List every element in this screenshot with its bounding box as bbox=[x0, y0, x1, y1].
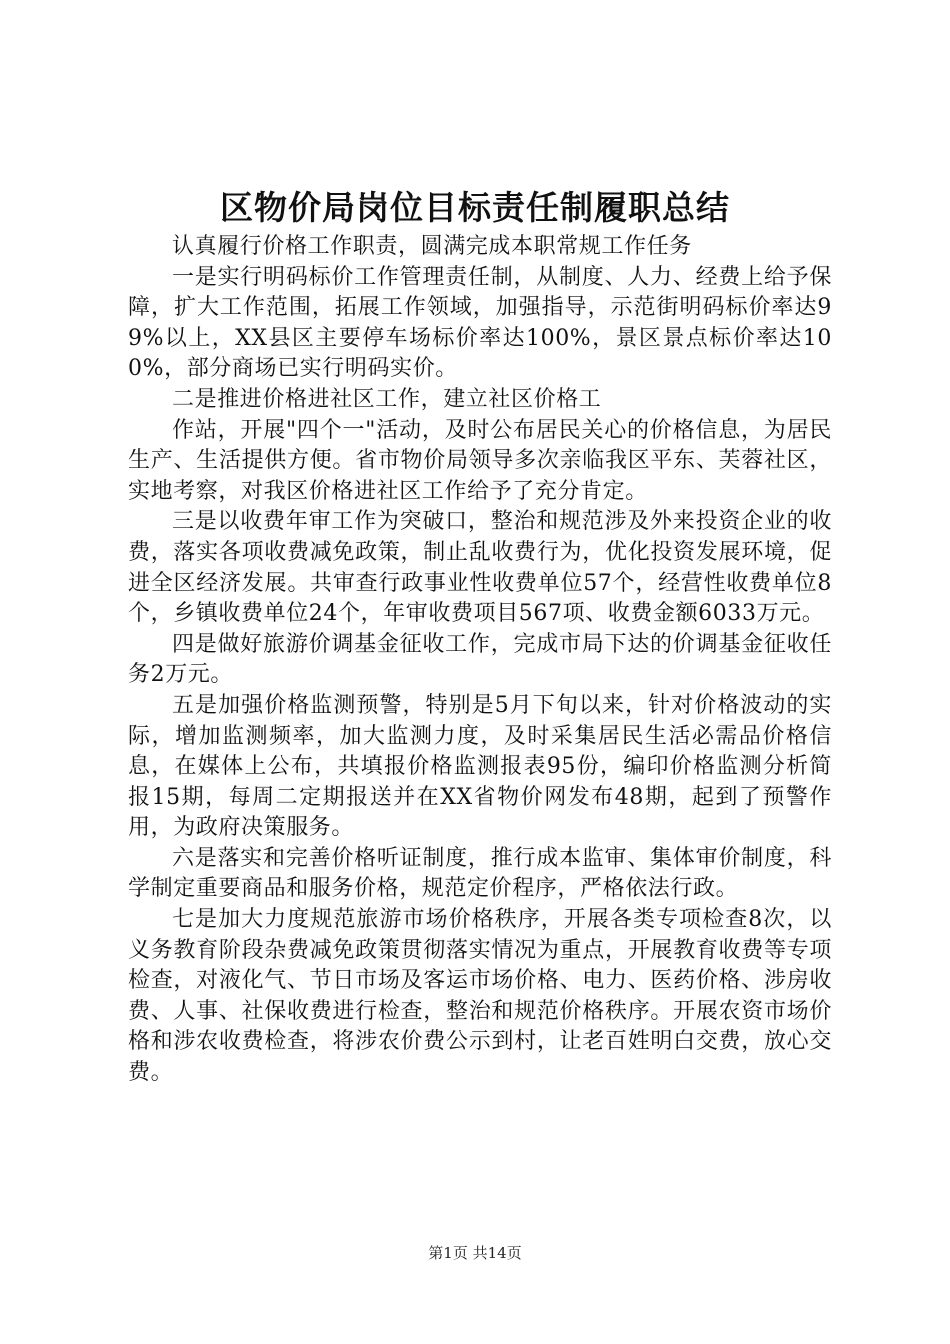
page-number-footer: 第1页 共14页 bbox=[428, 1244, 522, 1262]
paragraph: 五是加强价格监测预警，特别是5月下旬以来，针对价格波动的实际，增加监测频率，加大监测力度，及时采集居民生活必需品价格信息，在媒体上公布，共填报价格监测报表95份，编印价格监测分析简报15期，每周二定期报送并在XX省物价网发布48期，起到了预警作用，为政府决策服务。 bbox=[128, 692, 832, 841]
paragraph: 作站，开展"四个一"活动，及时公布居民关心的价格信息，为居民生产、生活提供方便。省市物价局领导多次亲临我区平东、芙蓉社区，实地考察，对我区价格进社区工作给予了充分肯定。 bbox=[128, 417, 832, 504]
paragraph: 一是实行明码标价工作管理责任制，从制度、人力、经费上给予保障，扩大工作范围，拓展工作领域，加强指导，示范街明码标价率达99%以上，XX县区主要停车场标价率达100%，景区景点标价率达100%，部分商场已实行明码实价。 bbox=[128, 264, 832, 382]
document-title: 区物价局岗位目标责任制履职总结 bbox=[220, 188, 730, 227]
paragraph: 二是推进价格进社区工作，建立社区价格工 bbox=[172, 386, 602, 412]
paragraph: 四是做好旅游价调基金征收工作，完成市局下达的价调基金征收任务2万元。 bbox=[128, 631, 832, 688]
paragraph: 三是以收费年审工作为突破口，整治和规范涉及外来投资企业的收费，落实各项收费减免政策，制止乱收费行为，优化投资发展环境，促进全区经济发展。共审查行政事业性收费单位57个，经营性收费单位8个，乡镇收费单位24个，年审收费项目567项、收费金额6033万元。 bbox=[128, 509, 832, 627]
paragraph: 认真履行价格工作职责，圆满完成本职常规工作任务 bbox=[172, 234, 692, 259]
document-body bbox=[128, 232, 832, 1089]
paragraph: 七是加大力度规范旅游市场价格秩序，开展各类专项检查8次，以义务教育阶段杂费减免政策贯彻落实情况为重点，开展教育收费等专项检查，对液化气、节日市场及客运市场价格、电力、医药价格、涉房收费、人事、社保收费进行检查，整治和规范价格秩序。开展农资市场价格和涉农收费检查，将涉农价费公示到村，让老百姓明白交费，放心交费。 bbox=[128, 907, 832, 1086]
paragraph: 六是落实和完善价格听证制度，推行成本监审、集体审价制度，科学制定重要商品和服务价格，规范定价程序，严格依法行政。 bbox=[128, 845, 832, 902]
